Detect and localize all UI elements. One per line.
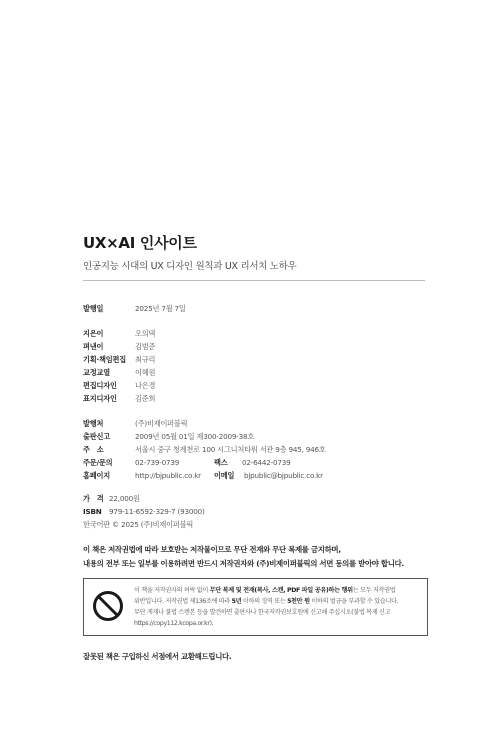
publication-date-label: 발행일 bbox=[83, 304, 104, 313]
address-row bbox=[83, 445, 326, 455]
warning-text-emphasis: 5천만 원 bbox=[287, 598, 310, 605]
publisher-label: 발행처 bbox=[83, 419, 104, 428]
isbn-value: 979-11-6592-329-7 (93000) bbox=[109, 507, 205, 516]
credit-value: 김준희 bbox=[135, 394, 156, 403]
credit-value: 오의택 bbox=[135, 329, 156, 338]
warning-text-part: 이하의 벌금을 부과할 수 있습니다. bbox=[309, 598, 399, 605]
homepage-row bbox=[83, 471, 201, 481]
warning-line bbox=[134, 585, 424, 596]
copyright-notice-line: 이 책은 저작권법에 따라 보호받는 저작물이므로 무단 전재와 무단 복제를 금지하며, bbox=[83, 545, 341, 554]
credit-value: 최규리 bbox=[135, 355, 156, 364]
price-row bbox=[83, 494, 140, 504]
price-label: 가 격 bbox=[83, 494, 104, 503]
warning-line bbox=[134, 596, 424, 607]
fax-value: 02-6442-0739 bbox=[242, 458, 291, 467]
credit-row bbox=[83, 342, 155, 352]
credit-row bbox=[83, 355, 155, 365]
warning-text-part: 위반입니다. 저작권법 제136조에 따라 bbox=[134, 598, 232, 605]
isbn-row bbox=[83, 507, 205, 517]
address-value: 서울시 중구 청계천로 100 시그니처타워 서관 9층 945, 946호 bbox=[135, 445, 326, 454]
publication-date-value: 2025년 7월 7일 bbox=[135, 304, 186, 313]
credit-label: 펴낸이 bbox=[83, 342, 104, 351]
credit-row bbox=[83, 381, 155, 391]
credit-row bbox=[83, 329, 155, 339]
warning-text-emphasis: 5년 bbox=[231, 598, 242, 605]
phone-row bbox=[83, 458, 179, 468]
divider bbox=[83, 280, 425, 281]
registration-label: 출판신고 bbox=[83, 432, 110, 441]
address-label: 주 소 bbox=[83, 445, 104, 454]
credit-row bbox=[83, 368, 155, 378]
fax-label: 팩스 bbox=[214, 458, 228, 467]
warning-report-link[interactable]: https://copy112.kcopa.or.kr). bbox=[134, 620, 214, 627]
book-subtitle: 인공지능 시대의 UX 디자인 원칙과 UX 리서치 노하우 bbox=[83, 261, 297, 272]
credit-row bbox=[83, 394, 155, 404]
publisher-value: (주)비제이퍼블릭 bbox=[135, 419, 188, 428]
registration-value: 2009년 05월 01일 제300-2009-38호 bbox=[135, 432, 255, 441]
book-title: UX×AI 인사이트 bbox=[83, 234, 197, 252]
homepage-link[interactable]: http://bjpublic.co.kr bbox=[135, 471, 201, 480]
credit-value: 김범준 bbox=[135, 342, 156, 351]
email-label: 이메일 bbox=[214, 471, 235, 480]
publisher-row bbox=[83, 419, 187, 429]
no-entry-icon bbox=[92, 590, 124, 622]
credit-value: 이혜원 bbox=[135, 368, 156, 377]
email-field bbox=[214, 471, 323, 481]
phone-label: 주문/문의 bbox=[83, 458, 113, 467]
publication-date-row bbox=[83, 304, 186, 314]
warning-text-emphasis: 무단 복제 및 전재(복사, 스캔, PDF 파일 공유)하는 행위 bbox=[209, 587, 353, 594]
piracy-warning-box bbox=[83, 578, 428, 636]
credit-label: 교정교열 bbox=[83, 368, 110, 377]
warning-text-part: 는 모두 저작권법 bbox=[352, 587, 396, 594]
warning-text-part: 이하의 징역 또는 bbox=[241, 598, 288, 605]
credit-label: 표지디자인 bbox=[83, 394, 117, 403]
homepage-label: 홈페이지 bbox=[83, 471, 110, 480]
credit-label: 지은이 bbox=[83, 329, 104, 338]
fax-field bbox=[214, 458, 291, 468]
exchange-notice: 잘못된 책은 구입하신 서점에서 교환해드립니다. bbox=[83, 652, 232, 661]
credit-value: 나은경 bbox=[135, 381, 156, 390]
warning-text bbox=[134, 585, 424, 629]
credit-label: 편집디자인 bbox=[83, 381, 117, 390]
isbn-label: ISBN bbox=[83, 507, 102, 516]
registration-row bbox=[83, 432, 254, 442]
copyright-line: 한국어판 © 2025 (주)비제이퍼블릭 bbox=[83, 520, 194, 529]
email-link[interactable]: bjpublic@bjpublic.co.kr bbox=[244, 471, 323, 480]
warning-text-part: 이 책을 저작권자의 허락 없이 bbox=[134, 587, 210, 594]
credit-label: 기획·책임편집 bbox=[83, 355, 126, 364]
warning-line: 무단 게재나 불법 스캔본 등을 발견하면 출판사나 한국저작권보호원에 신고해 주십시오(불법 복제 신고 bbox=[134, 609, 391, 616]
phone-value: 02-739-0739 bbox=[135, 458, 180, 467]
price-value: 22,000원 bbox=[109, 494, 140, 503]
copyright-notice-line: 내용의 전부 또는 일부를 이용하려면 반드시 저작권자와 (주)비제이퍼블릭의 서면 동의를 받아야 합니다. bbox=[83, 559, 404, 568]
